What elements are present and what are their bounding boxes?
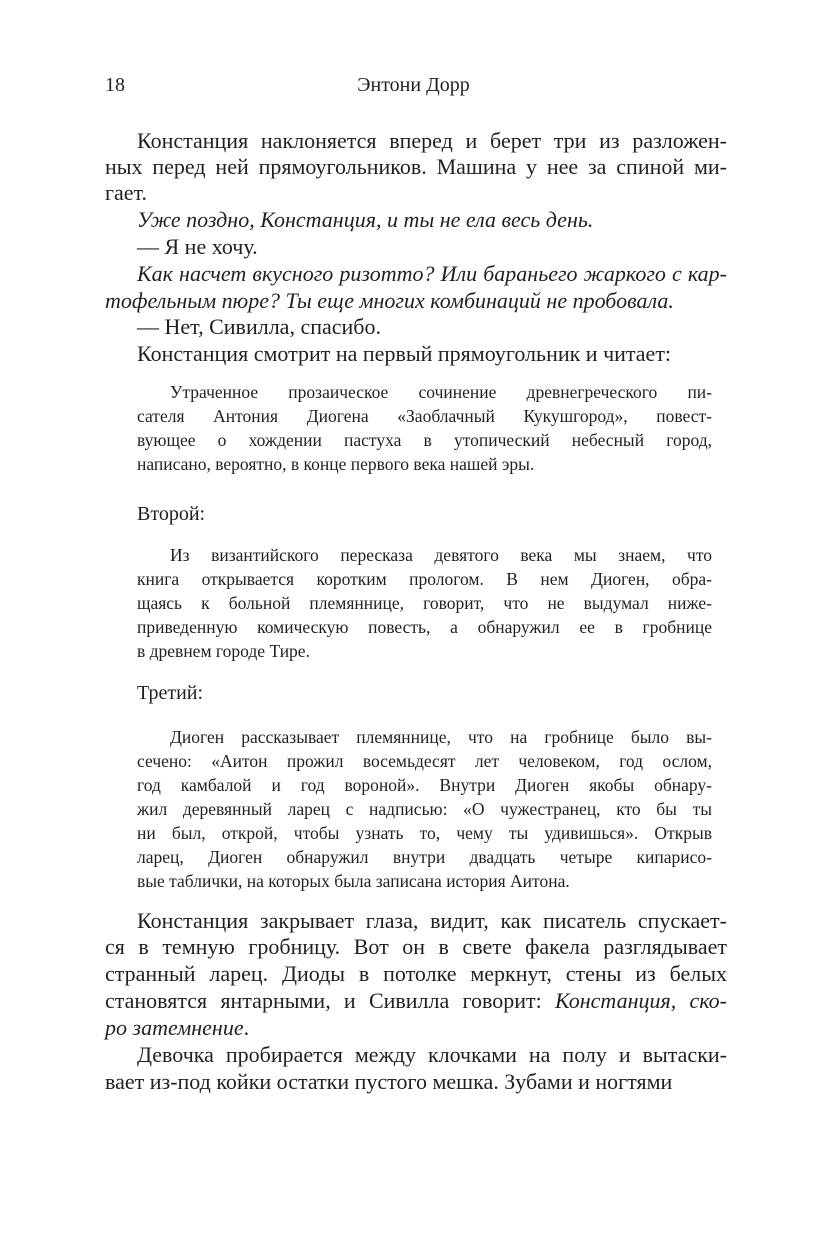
- text-line: [105, 128, 727, 154]
- text-line: [137, 845, 712, 869]
- text-line: [137, 615, 712, 639]
- text: книга открывается коротким прологом. В нем Диоген, обра-: [137, 569, 712, 589]
- text-line: [105, 908, 727, 934]
- italic-text: Констанция, ско-: [554, 988, 727, 1013]
- text: Из византийского пересказа девятого века мы знаем, что: [170, 545, 712, 565]
- text: ни был, открой, чтобы узнать то, чему ты удивишься». Открыв: [137, 823, 712, 843]
- text-line: [137, 567, 712, 591]
- text: ных перед ней прямоугольников. Машина у нее за спиной ми-: [105, 154, 727, 179]
- text-line: [137, 404, 712, 428]
- text-line: [137, 680, 203, 706]
- text-line: [137, 543, 712, 567]
- text-line: [137, 380, 712, 404]
- text-line: [105, 961, 727, 987]
- text-line: [105, 1042, 727, 1068]
- text: в древнем городе Тире.: [137, 641, 310, 661]
- text-line: [137, 869, 712, 893]
- text: Утраченное прозаическое сочинение древнегреческого пи-: [170, 382, 712, 402]
- text: Констанция смотрит на первый прямоугольник и читает:: [137, 341, 672, 366]
- text-line: [105, 234, 727, 260]
- text: год камбалой и год вороной». Внутри Диоген якобы обнару-: [137, 775, 712, 795]
- text-line: [105, 1069, 727, 1095]
- text: приведенную комическую повесть, а обнаружил ее в гробнице: [137, 617, 712, 637]
- text-line: [105, 180, 727, 206]
- text-line: [105, 988, 727, 1014]
- text: Третий:: [137, 682, 204, 704]
- text: сечено: «Аитон прожил восемьдесят лет человеком, год ослом,: [137, 751, 712, 771]
- text: сателя Антония Диогена «Заоблачный Кукушгород», повест-: [137, 406, 712, 426]
- text: вые таблички, на которых была записана история Аитона.: [137, 871, 570, 891]
- text-line: [105, 261, 727, 287]
- text: странный ларец. Диоды в потолке меркнут, стены из белых: [105, 961, 727, 986]
- italic-text: тофельным пюре? Ты еще многих комбинаций не пробовала.: [105, 288, 674, 313]
- text: Диоген рассказывает племяннице, что на гробнице было вы-: [170, 727, 712, 747]
- running-title: Энтони Дорр: [357, 74, 470, 96]
- italic-text: Уже поздно, Констанция, и ты не ела весь день.: [137, 207, 594, 232]
- text: .: [243, 1015, 250, 1040]
- text: — Я не хочу.: [137, 234, 258, 259]
- text-line: [105, 154, 727, 180]
- text-line: [105, 314, 727, 340]
- text-line: [137, 452, 712, 476]
- text: жил деревянный ларец с надписью: «О чужестранец, кто бы ты: [137, 799, 712, 819]
- text: вующее о хождении пастуха в утопический небесный город,: [137, 430, 712, 450]
- text-line: [137, 749, 712, 773]
- text: — Нет, Сивилла, спасибо.: [137, 314, 381, 339]
- text-line: [137, 591, 712, 615]
- text-line: [105, 341, 727, 367]
- text-line: [105, 934, 727, 960]
- text-line: [137, 797, 712, 821]
- text-line: [137, 725, 712, 749]
- text-line: [105, 1015, 727, 1041]
- text-line: [105, 288, 727, 314]
- text: ларец, Диоген обнаружил внутри двадцать четыре кипарисо-: [137, 847, 712, 867]
- text: Второй:: [137, 503, 206, 525]
- text-line: [137, 639, 712, 663]
- text-line: [137, 428, 712, 452]
- text: Констанция наклоняется вперед и берет три из разложен-: [137, 128, 727, 153]
- text: Констанция закрывает глаза, видит, как писатель спускает-: [137, 908, 727, 933]
- text: гает.: [105, 180, 148, 205]
- text: ся в темную гробницу. Вот он в свете факела разглядывает: [105, 934, 727, 959]
- text: вает из-под койки остатки пустого мешка. Зубами и ногтями: [105, 1069, 673, 1094]
- italic-text: Как насчет вкусного ризотто? Или бараньего жаркого с кар-: [137, 261, 727, 286]
- page-number: 18: [105, 74, 125, 96]
- text-line: [137, 501, 205, 527]
- text-line: [137, 773, 712, 797]
- text: Девочка пробирается между клочками на полу и вытаски-: [137, 1042, 727, 1067]
- text: написано, вероятно, в конце первого века нашей эры.: [137, 454, 535, 474]
- text: щаясь к больной племяннице, говорит, что не выдумал ниже-: [137, 593, 712, 613]
- text-line: [137, 821, 712, 845]
- text-line: [105, 207, 727, 233]
- text: становятся янтарными, и Сивилла говорит:: [105, 988, 555, 1013]
- italic-text: ро затемнение: [105, 1015, 244, 1040]
